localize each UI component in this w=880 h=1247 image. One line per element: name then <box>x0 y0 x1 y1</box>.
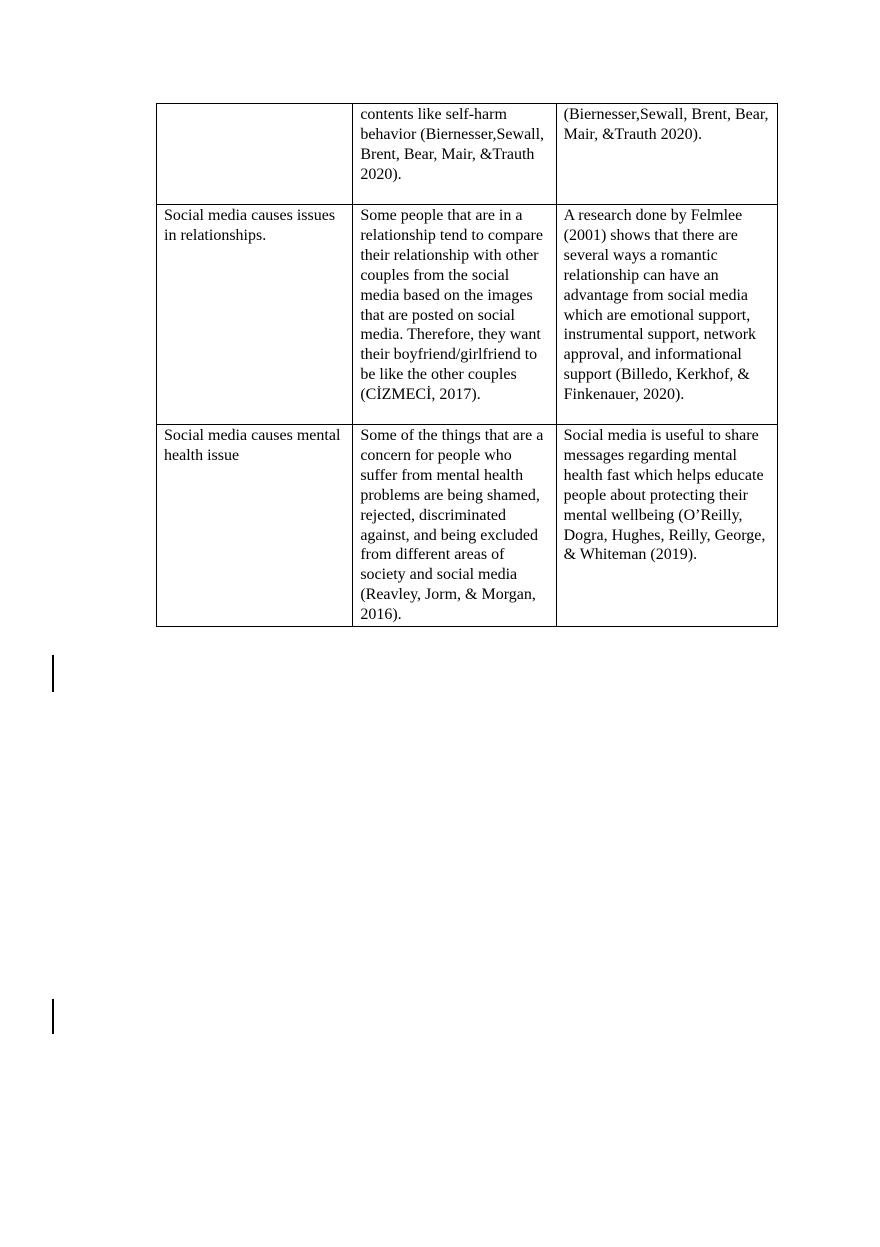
cell-text: (Biernesser,Sewall, Brent, Bear, Mair, &Trauth 2020). <box>563 106 769 143</box>
table-cell <box>157 425 353 627</box>
table-cell <box>353 104 556 205</box>
cell-text: Social media causes issues in relationships. <box>164 207 336 244</box>
table-cell <box>353 205 556 425</box>
cell-text: contents like self-harm behavior (Biernesser,Sewall, Brent, Bear, Mair, &Trauth 2020). <box>360 106 545 183</box>
text-cursor-marker <box>52 999 54 1034</box>
table-row <box>157 205 778 425</box>
table-cell <box>556 205 777 425</box>
table-cell <box>157 205 353 425</box>
cell-text: Some of the things that are a concern for people who suffer from mental health problems are being shamed, rejected, discriminated against, and being excluded from different areas of society and social media (Reavley, Jorm, & Morgan, 2016). <box>360 427 544 624</box>
cell-text: Social media causes mental health issue <box>164 427 341 464</box>
comparison-table <box>156 103 778 627</box>
table-cell <box>556 104 777 205</box>
table-cell <box>556 425 777 627</box>
table-row <box>157 425 778 627</box>
table-row <box>157 104 778 205</box>
text-cursor-marker <box>52 655 54 692</box>
cell-text: Some people that are in a relationship tend to compare their relationship with other couples from the social media based on the images that are posted on social media. Therefore, they want their boyfriend/girlfriend to be like the other couples (CİZMECİ, 2017). <box>360 207 543 404</box>
cell-text: A research done by Felmlee (2001) shows that there are several ways a romantic relationship can have an advantage from social media which are emotional support, instrumental support, network approval, and informational support (Billedo, Kerkhof, & Finkenauer, 2020). <box>563 207 757 404</box>
table-cell <box>353 425 556 627</box>
cell-text: Social media is useful to share messages regarding mental health fast which helps educate people about protecting their mental wellbeing (O’Reilly, Dogra, Hughes, Reilly, George, & Whiteman (2019). <box>563 427 766 564</box>
table-cell <box>157 104 353 205</box>
